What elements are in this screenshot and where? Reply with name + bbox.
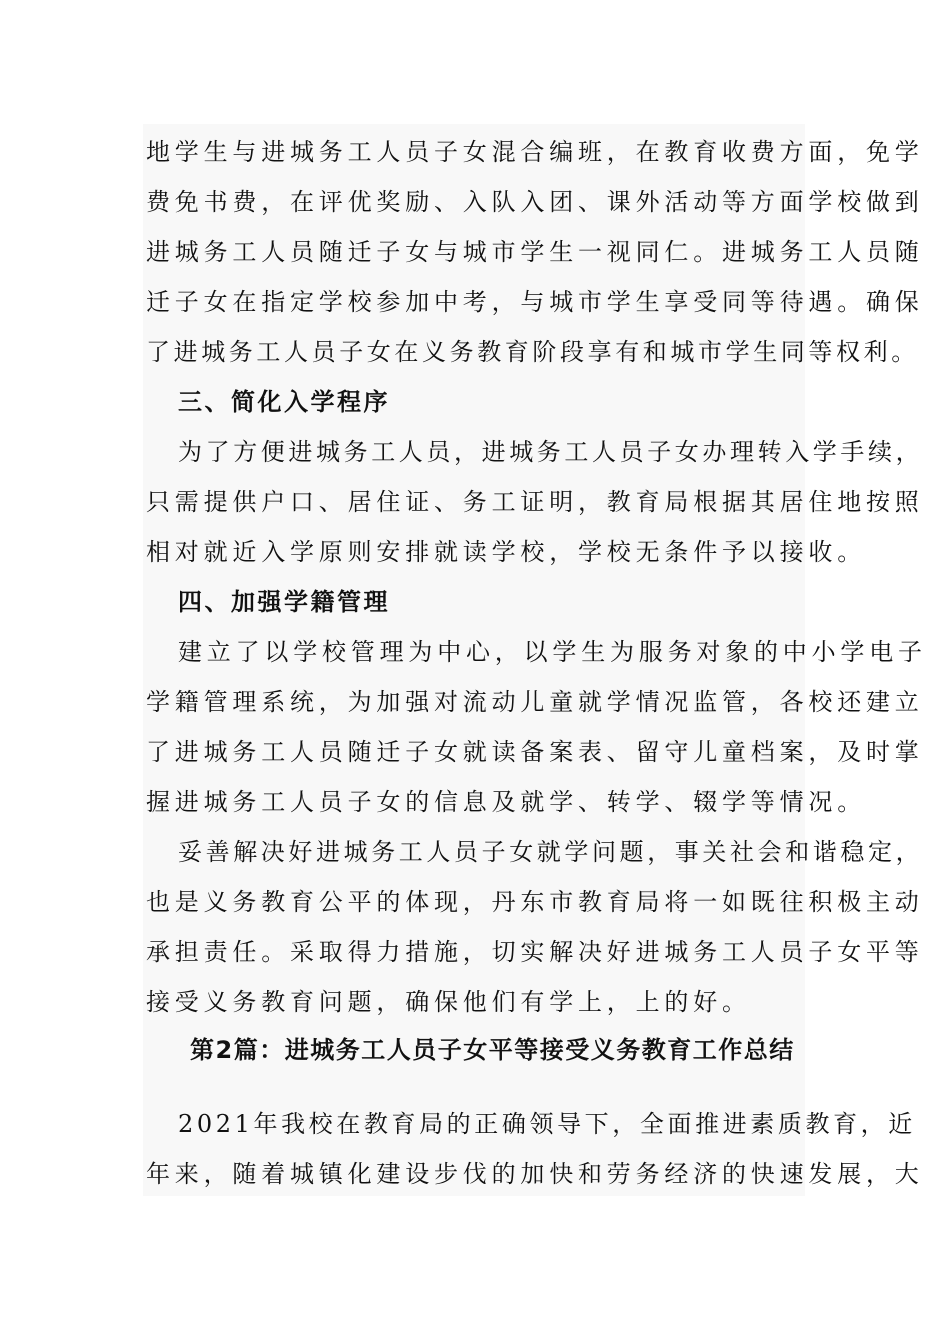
paragraph-line: 费免书费，在评优奖励、入队入团、课外活动等方面学校做到: [146, 188, 924, 216]
paragraph-line: 也是义务教育公平的体现，丹东市教育局将一如既往积极主动: [146, 888, 924, 916]
section-heading: 四、加强学籍管理: [178, 588, 390, 616]
paragraph-line: 了进城务工人员子女在义务教育阶段享有和城市学生同等权利。: [146, 338, 919, 366]
paragraph-line: 2021年我校在教育局的正确领导下，全面推进素质教育，近: [178, 1110, 916, 1138]
paragraph-line: 握进城务工人员子女的信息及就学、转学、辍学等情况。: [146, 788, 866, 816]
paragraph-line: 年来，随着城镇化建设步伐的加快和劳务经济的快速发展，大: [146, 1160, 924, 1188]
paragraph-line: 迁子女在指定学校参加中考，与城市学生享受同等待遇。确保: [146, 288, 924, 316]
paragraph-line: 学籍管理系统，为加强对流动儿童就学情况监管，各校还建立: [146, 688, 924, 716]
paragraph-line: 建立了以学校管理为中心，以学生为服务对象的中小学电子: [178, 638, 927, 666]
paragraph-line: 相对就近入学原则安排就读学校，学校无条件予以接收。: [146, 538, 866, 566]
paragraph-line: 进城务工人员随迁子女与城市学生一视同仁。进城务工人员随: [146, 238, 924, 266]
paragraph-line: 承担责任。采取得力措施，切实解决好进城务工人员子女平等: [146, 938, 924, 966]
section-heading: 三、简化入学程序: [178, 388, 390, 416]
article-title: 第2篇：进城务工人员子女平等接受义务教育工作总结: [190, 1036, 795, 1064]
paragraph-line: 接受义务教育问题，确保他们有学上，上的好。: [146, 988, 751, 1016]
paragraph-line: 地学生与进城务工人员子女混合编班，在教育收费方面，免学: [146, 138, 924, 166]
paragraph-line: 只需提供户口、居住证、务工证明，教育局根据其居住地按照: [146, 488, 924, 516]
paragraph-line: 了进城务工人员随迁子女就读备案表、留守儿童档案，及时掌: [146, 738, 924, 766]
paragraph-line: 为了方便进城务工人员，进城务工人员子女办理转入学手续，: [178, 438, 924, 466]
paragraph-line: 妥善解决好进城务工人员子女就学问题，事关社会和谐稳定，: [178, 838, 924, 866]
